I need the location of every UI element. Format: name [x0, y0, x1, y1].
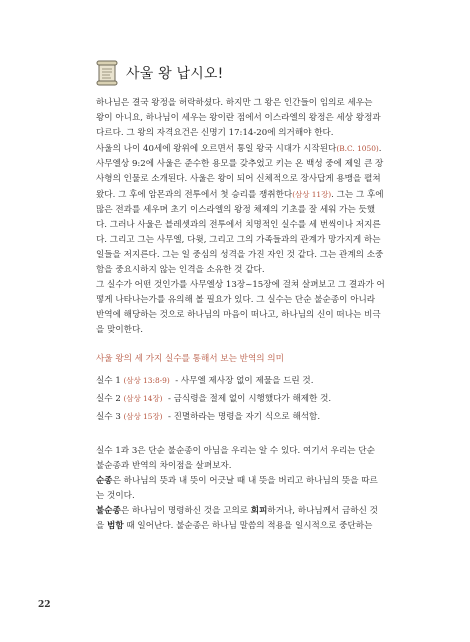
mistake-text: - 진멸하라는 명령을 자기 식으로 해석함. — [167, 412, 321, 422]
text-line: 하나님은 결국 왕정을 허락하셨다. 하지만 그 왕은 인간들이 임의로 세우는 — [96, 98, 373, 108]
keyword: 불순종 — [96, 506, 121, 516]
mistake-list — [96, 372, 408, 426]
text-span: 하거나, 하나님께서 금하신 것 — [267, 506, 378, 516]
text-line: 그 실수가 어떤 것인가를 사무엘상 13장~15장에 걸쳐 살펴보고 그 결과가 어 — [96, 280, 385, 290]
paragraph-1 — [96, 96, 408, 141]
bible-reference: (삼상 13:8-9) — [123, 376, 170, 385]
text-span: . 그는 그 후에 — [331, 190, 384, 200]
text-line: 왕이 아니요, 하나님이 세우는 왕이란 점에서 이스라엘의 왕정은 세상 왕정과 — [96, 113, 381, 123]
mistake-label: 실수 2 — [96, 394, 121, 404]
keyword: 회피 — [250, 506, 268, 516]
text-line: 불순종과 반역의 차이점을 살펴보자. — [96, 461, 232, 471]
text-span: 때 일어난다. 불순종은 하나님 말씀의 적용을 일시적으로 중단하는 — [123, 521, 373, 531]
text-line: 다르다. 그 왕의 자격요건은 신명기 17:14-20에 의거해야 한다. — [96, 128, 334, 138]
mistake-text: - 사무엘 제사장 없이 제물을 드린 것. — [175, 376, 314, 386]
text-line: 많은 전과를 세우며 초기 이스라엘의 왕정 체제의 기초를 잘 세워 가는 듯했 — [96, 205, 376, 215]
list-item — [96, 372, 408, 390]
text-line: 다. 그러나 사울은 블레셋과의 전투에서 치명적인 실수를 세 번씩이나 저지른 — [96, 220, 381, 230]
mistake-label: 실수 1 — [96, 376, 121, 386]
text-span: . — [378, 144, 382, 154]
list-item — [96, 408, 408, 426]
text-line — [96, 187, 408, 203]
scroll-icon — [96, 60, 118, 86]
text-line — [96, 504, 408, 519]
text-span: 은 하나님의 뜻과 내 뜻이 어긋날 때 내 뜻을 버리고 하나님의 뜻을 따르 — [112, 476, 378, 486]
mistake-label: 실수 3 — [96, 412, 121, 422]
bible-reference: (삼상 14장) — [123, 394, 163, 403]
date-reference: (B.C. 1050) — [336, 144, 379, 153]
paragraph-3 — [96, 278, 408, 338]
text-line — [96, 474, 408, 489]
text-line: 다. 그리고 그는 사무엘, 다윗, 그리고 그의 가족들과의 관계가 망가지게 하는 — [96, 235, 381, 245]
section-subtitle: 사울 왕의 세 가지 실수를 통해서 보는 반역의 의미 — [96, 354, 284, 364]
section-header — [96, 58, 223, 88]
paragraph-5 — [96, 474, 408, 534]
page-number: 22 — [38, 600, 51, 610]
text-line: 반역에 해당하는 것으로 하나님의 마음이 떠나고, 하나님의 신이 떠나는 비극 — [96, 310, 381, 320]
text-line: 는 것이다. — [96, 491, 135, 501]
body-text — [96, 96, 408, 534]
text-line: 일들을 저지른다. 그는 일 중심의 성격을 가진 자인 것 같다. 그는 관계의 소중 — [96, 250, 384, 260]
bible-reference: (삼상 15장) — [123, 412, 163, 421]
text-span: 왔다. 그 후에 암몬과의 전투에서 첫 승리를 쟁취한다 — [96, 190, 293, 200]
text-line: 사형의 인물로 소개된다. 사울은 왕이 되어 신체적으로 장사답게 용맹을 펼쳐 — [96, 174, 381, 184]
list-item — [96, 390, 408, 408]
text-span: 을 — [96, 521, 108, 531]
text-line: 사무엘상 9:2에 사울은 준수한 용모를 갖추었고 키는 온 백성 중에 제일 큰 장 — [96, 159, 384, 169]
text-line: 실수 1과 3은 단순 불순종이 아님을 우리는 알 수 있다. 여기서 우리는 단순 — [96, 446, 375, 456]
bible-reference: (삼상 11장) — [292, 190, 332, 199]
keyword: 순종 — [96, 476, 113, 486]
text-line — [96, 519, 408, 534]
text-span: 사울의 나이 40세에 왕위에 오르면서 통일 왕국 시대가 시작된다 — [96, 144, 337, 154]
page-title: 사울 왕 납시오! — [126, 66, 224, 82]
text-line: 을 맞이한다. — [96, 325, 143, 335]
text-span: 은 하나님이 명령하신 것을 고의로 — [120, 506, 251, 516]
mistake-text: - 금식령을 절제 없이 시행했다가 해제한 것. — [167, 394, 332, 404]
keyword: 범함 — [107, 521, 124, 531]
paragraph-4 — [96, 444, 408, 474]
text-line: 떻게 나타나는가를 유의해 볼 필요가 있다. 그 실수는 단순 불순종이 아니라 — [96, 295, 376, 305]
paragraph-2 — [96, 141, 408, 278]
text-line — [96, 141, 408, 157]
text-line: 함을 중요시하지 않는 인격을 소유한 것 같다. — [96, 265, 265, 275]
